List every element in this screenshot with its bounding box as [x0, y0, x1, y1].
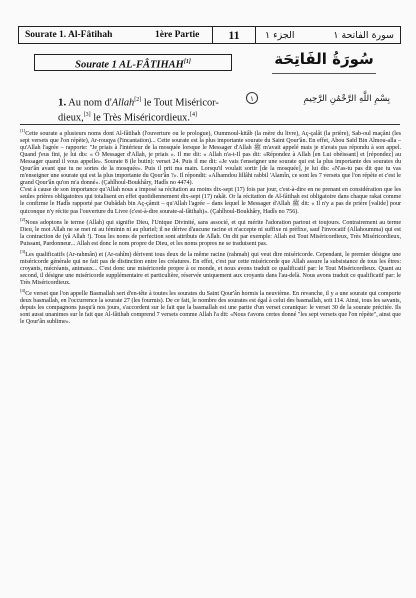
footnote-text: Cette sourate a plusieurs noms dont Al-fâtihah (l'ouverture ou le prologue), Oummoul-kitâb (la mère du livre), Aç-çalât (la prière), Sab-oul maçâni (les sept versets que l'on répète), Ar-rouqya (l'incantation)... Cette sourate est la plus importante sourate du Saint Qour'ân. En effet, Abou Saïd Bin Almou-alla – qu'Allah l'agrée – rapporte: "Je priais à l'intérieur de la mosquée lorsque le Messager d'Allah ﷺ m'avait appelé mais je n'avais pas répondu à son appel. Quand j'eus fini, je lui dis: « Ô Messager d'Allah, je priais ». Il me dit: « Allah n'a-t-Il pas dit: «Répondez à Allah [en Lui obéissant] et [répondez] au Messager quand il vous appelle». Sourate 8 (le butin): verset 24. Puis il me dit: «Je vais t'enseigner une sourate qui est la plus importante des sourates du Qour'ân avant que tu ne sortes de la mosquée». Puis il prit ma main. Lorsqu'il voulait sortir [de la mosquée], je lui dis: «N'as-tu pas dit que tu vas m'enseigner une sourate qui est la plus importante du Qour'ân ?». Il répondit: «Alhamdou lillâhi rabbil 'Alamîn, ce sont les 7 versets que l'on répète et c'est le grand Qour'ân qu'on m'a donné». (Çahîhoul-Boukhâry, Hadîs no 4474).: [20, 131, 401, 187]
header-juz-arabic: الجزء ١: [265, 30, 295, 41]
sourate-title: [34, 54, 232, 71]
running-header: [18, 26, 401, 44]
page-number: 11: [212, 26, 256, 44]
verse-note-4: [4]: [189, 112, 197, 119]
verse-french: [58, 94, 238, 125]
verse-text-c: le Très Miséricordieux.: [90, 112, 190, 124]
footnote: [20, 187, 401, 215]
verse-allah: Allah: [111, 97, 135, 109]
footnote-text: Les qualificatifs (Ar-rahmân) et (Ar-rahîm) dérivent tous deux de la même racine (rahmah) qui veut dire miséricorde. Cependant, le premier désigne une miséricorde générale qui ne fait pas de distinction entre les créatures. En effet, c'est par cette miséricorde que Allah assure la subsistance de tous les êtres: croyants, mécréants, animaux... C'est donc une miséricorde propre à ce monde, et nous avons traduit ce qualificatif par: le Tout Miséricordieux. Quant au second, il désigne une miséricorde supplémentaire et particulière, réservée uniquement aux croyants dans l'au-delà. Nous avons traduit ce qualificatif par: le Très Miséricordieux.: [20, 251, 401, 286]
footnote-text: Nous adoptons le terme (Allah) qui signifie Dieu, l'Unique Divinité, sans associé, et qui mérite l'adoration partout et toujours. Contrairement au terme Dieu, le mot Allah ne se met ni au féminin ni au pluriel; il ne dérive d'aucune racine et n'accepte ni suffixe ni préfixe, sauf l'invocatif (Allahoumma) qui est la contraction de (yâ Allah !). Tous les noms de perfection sont attributs de Allah. On dit par exemple: Allah est Tout Miséricordieux, Très Miséricordieux, Puissant, Pardonneur... Allah est donc le nom propre de Dieu, et les noms propres ne se traduisent pas.: [20, 219, 401, 247]
header-sura-arabic: سورة الفاتحة ١: [333, 30, 394, 41]
footnote-ref: [4]: [20, 288, 26, 294]
verse-number: 1.: [58, 96, 67, 109]
arabic-calligraphy-title: سُورَةُ الفَاتِحَة: [264, 50, 384, 76]
verse-note-3: [3]: [83, 112, 91, 119]
footnote-text: C'est à cause de son importance qu'Allah nous a imposé sa récitation au moins dix-sept (17) fois par jour, c'est-à-dire en ne prenant en considération que les seules prières obligatoires qui totalisent en effet quotidiennement dix-sept (17) rakât. Or la récitation de Al-fâtihah est obligatoire dans chaque rakat comme le confirme le Hadîs rapporté par Oubâdah bin Aç-çâmit – qu'Allah l'agrée – dans lequel le Messager d'Allah ﷺ dit: « Il n'y a pas de prière [valide] pour quiconque n'y récite pas l'ouverture du Livre (c'est-à-dire sourate-al-fâtihah)». (Çahîhoul-Boukhâry, Hadîs no 756).: [20, 187, 401, 215]
title-note-ref: [1]: [183, 59, 191, 65]
verse-text-b: le Tout Miséricor-dieux,: [58, 97, 219, 124]
header-partie: 1ère Partie: [155, 30, 200, 40]
footnote: [20, 287, 401, 326]
footnote-ref: [1]: [20, 128, 26, 133]
footnote: [20, 216, 401, 248]
header-sourate: Sourate 1. Al-Fâtihah: [25, 30, 113, 40]
footnote-text: Ce verset que l'on appelle Basmallah sert d'en-tête à toutes les sourates du Saint Qour'ân hormis la neuvième. En revanche, il y a une sourate qui comporte deux basmallah, en l'occurrence la sourate 27 (les fourmis). De ce fait, le nombre des sourates est égal à celui des basmallah, soit 114. Ainsi, tous les savants, depuis les compagnons jusqu'à nos jours, s'accordent sur le fait que la basmallah est une partie d'un verset coranique: le verset 30 de la sourate précitée. Ils sont aussi unanimes sur le fait que Al-fâtihah comprend 7 versets comme Allah l'a dit: «Nous t'avons certes donné "les sept versets que l'on répète", ainsi que le Qour'ân sublime».: [20, 291, 401, 326]
verse-text-a: Au nom d': [68, 97, 112, 109]
verse-number-medallion: ١: [246, 92, 258, 104]
sourate-title-text: Sourate 1 AL-FÂTIHAH: [75, 59, 184, 71]
footnote-ref: [2]: [20, 216, 26, 222]
verse-arabic: بِسْمِ اللَّهِ الرَّحْمَٰنِ الرَّحِيمِ: [303, 94, 390, 104]
footnotes: [20, 127, 401, 585]
divider: [20, 124, 400, 125]
footnote-ref: [3]: [20, 248, 26, 254]
verse-note-2: [2]: [134, 97, 142, 103]
footnote: [20, 127, 401, 187]
footnote: [20, 248, 401, 287]
